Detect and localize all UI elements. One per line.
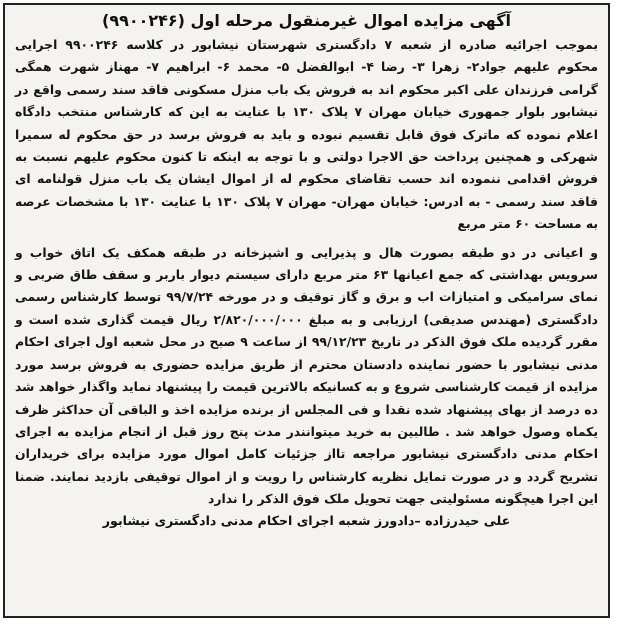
notice-signature: علی حیدرزاده –دادورز شعبه اجرای احکام مدنی دادگستری نیشابور	[102, 512, 511, 528]
notice-title: آگهی مزایده اموال غیرمنقول مرحله اول (۹۹۰۰۲۴۶)	[102, 11, 511, 30]
notice-paragraph-1: بموجب اجرائیه صادره از شعبه ۷ دادگستری شهرستان نیشابور در کلاسه ۹۹۰۰۲۴۶ اجرایی محکوم علیهم جواد۲- زهرا ۳- رضا ۴- ابوالفضل ۵- محمد ۶- ابراهیم ۷- مهناز شهرت همگی گرامی فرزندان علی اکبر محکوم اند به فروش یک باب منزل مسکونی فاقد سند رسمی واقع در نیشابور بلوار جمهوری خیابان مهران ۷ پلاک ۱۳۰ با عنایت به این که کارشناس منتخب دادگاه اعلام نموده که ماترک فوق قابل تقسیم نبوده و باید به فروش برسد در حق محکوم له سمیرا شهرکی و همچنین پرداخت حق الاجرا دولتی و با توجه به اینکه تا کنون محکوم علیهم نسبت به فروش اقدامی ننموده اند حسب تقاضای محکوم له از اموال ایشان یک باب منزل قولنامه ای فاقد سند رسمی - به ادرس: خیابان مهران- مهران ۷ پلاک ۱۳۰ با عنایت ۱۳۰ با مشخصات عرصه به مساحت ۶۰ متر مربع	[15, 37, 599, 232]
notice-paragraph-2: و اعیانی در دو طبقه بصورت هال و پذیرایی و اشپزخانه در طبقه همکف یک اتاق خواب و سرویس بهداشتی که جمع اعیانها ۶۳ متر مربع دارای سیستم دیوار باربر و سقف طاق ضربی و نمای سرامیکی و امتیازات اب و برق و گاز توقیف و در مورخه ۹۹/۷/۲۴ توسط کارشناس رسمی دادگستری (مهندس صدیقی) ارزیابی و به مبلغ ۲/۸۲۰/۰۰۰/۰۰۰ ریال قیمت گذاری شده است و مقرر گردیده ملک فوق الذکر در تاریخ ۹۹/۱۲/۲۳ از ساعت ۹ صبح در محل شعبه اول اجرای احکام مدنی نیشابور با حضور نماینده دادستان محترم از طریق مزایده حضوری به فروش برسد مورد مزایده از قیمت کارشناسی شروع و به کسانیکه بالاترین قیمت را پیشنهاد نماید واگذار خواهد شد ده درصد از بهای پیشنهاد شده نقدا و فی المجلس از برنده مزایده اخذ و الباقی آن حداکثر ظرف یکماه وصول خواهد شد . طالبین به خرید میتوانندر مدت پنج روز قبل از انجام مزایده به اجرای احکام مدنی دادگستری نیشابور مراجعه تااز جزئیات کامل اموال مورد مزایده برای خریداران تشریح گردد و در صورت تمایل نظریه کارشناس را رویت و از اموال توقیفی بازدید نمایند. ضمنا این اجرا هیچگونه مسئولیتی جهت تحویل ملک فوق الذکر را ندارد	[15, 244, 599, 507]
auction-notice	[3, 3, 610, 618]
